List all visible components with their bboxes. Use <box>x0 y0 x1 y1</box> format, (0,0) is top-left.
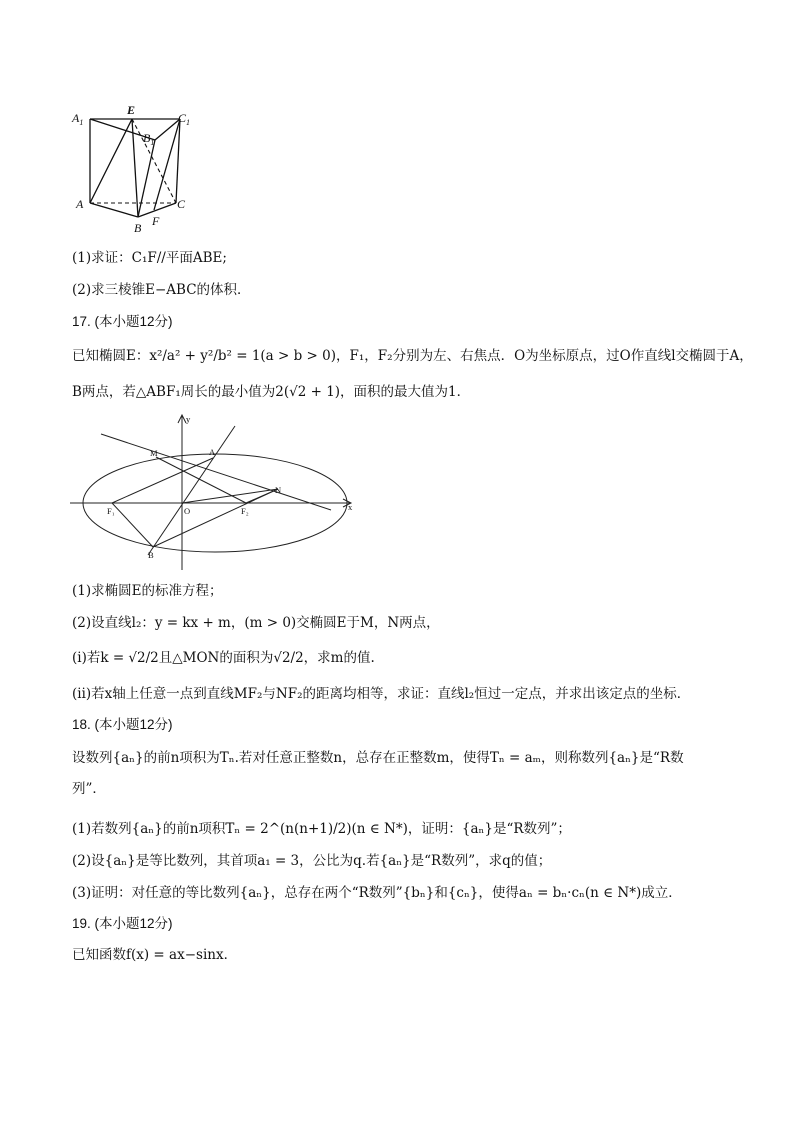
q19-heading: 19. (本小题12分) <box>72 916 173 931</box>
prism-figure <box>70 100 200 240</box>
q17-heading: 17. (本小题12分) <box>72 314 173 329</box>
q16-part2: (2)求三棱锥E−ABC的体积． <box>72 282 251 298</box>
q18-part1: (1)若数列{aₙ}的前n项积Tₙ = 2^(n(n+1)/2)(n ∈ N*)，证明：{aₙ}是“R数列”； <box>72 821 571 837</box>
axis-x-label: x <box>348 502 353 512</box>
label-b1: B <box>143 131 151 145</box>
q17-sub-i: (ⅰ)若k = √2/2且△MON的面积为√2/2，求m的值. <box>72 650 375 666</box>
q18-heading: 18. (本小题12分) <box>72 717 173 732</box>
q18-stem-line2: 列”． <box>72 781 106 797</box>
label-c: C <box>177 197 186 211</box>
label-b1-sub: 1 <box>150 138 155 147</box>
label-c1-sub: 1 <box>186 118 191 127</box>
svg-text:A1 <box>71 111 83 127</box>
q17-stem-line2: B两点，若△ABF₁周长的最小值为2(√2 + 1)，面积的最大值为1． <box>72 384 471 400</box>
q17-part1: (1)求椭圆E的标准方程； <box>72 583 223 599</box>
q18-part3: (3)证明：对任意的等比数列{aₙ}，总存在两个“R数列”{bₙ}和{cₙ}，使得aₙ = bₙ·cₙ(n ∈ N*)成立． <box>72 885 682 901</box>
q17-sub-ii: (ⅱ)若x轴上任意一点到直线MF₂与NF₂的距离均相等，求证：直线l₂恒过一定点，并求出该定点的坐标． <box>72 686 691 702</box>
q16-part1: (1)求证：C₁F//平面ABE; <box>72 250 227 266</box>
svg-text:C1 <box>178 111 190 127</box>
svg-text:B1 <box>143 131 154 147</box>
point-a-label: A <box>209 447 216 457</box>
label-a1: A <box>72 111 80 125</box>
label-a: A <box>76 197 84 211</box>
q17-part2: (2)设直线l₂：y = kx + m，(m > 0)交椭圆E于M，N两点， <box>72 615 440 631</box>
label-c1: C <box>178 111 187 125</box>
label-f: F <box>152 214 160 228</box>
origin-label: O <box>184 506 191 516</box>
q17-stem-line1: 已知椭圆E：x²/a² + y²/b² = 1(a > b > 0)，F₁，F₂分别为左、右焦点．O为坐标原点，过O作直线l交椭圆于A， <box>72 348 753 364</box>
q18-part2: (2)设{aₙ}是等比数列，其首项a₁ = 3，公比为q.若{aₙ}是“R数列”，求q的值； <box>72 853 552 869</box>
point-m-label: M <box>150 448 158 458</box>
focus-f2-label: F₂ <box>241 506 249 516</box>
focus-f1-label: F₁ <box>107 506 115 516</box>
q19-stem: 已知函数f(x) = ax−sinx． <box>72 947 238 963</box>
ellipse-figure <box>68 410 368 575</box>
label-e: E <box>127 103 136 117</box>
q18-stem-line1: 设数列{aₙ}的前n项积为Tₙ.若对任意正整数n，总存在正整数m，使得Tₙ = aₘ，则称数列{aₙ}是“R数 <box>72 750 684 766</box>
point-n-label: N <box>275 485 282 495</box>
label-a1-sub: 1 <box>79 118 84 127</box>
label-b: B <box>134 221 142 235</box>
axis-y-label: y <box>186 414 191 424</box>
point-b-label: B <box>148 550 154 560</box>
